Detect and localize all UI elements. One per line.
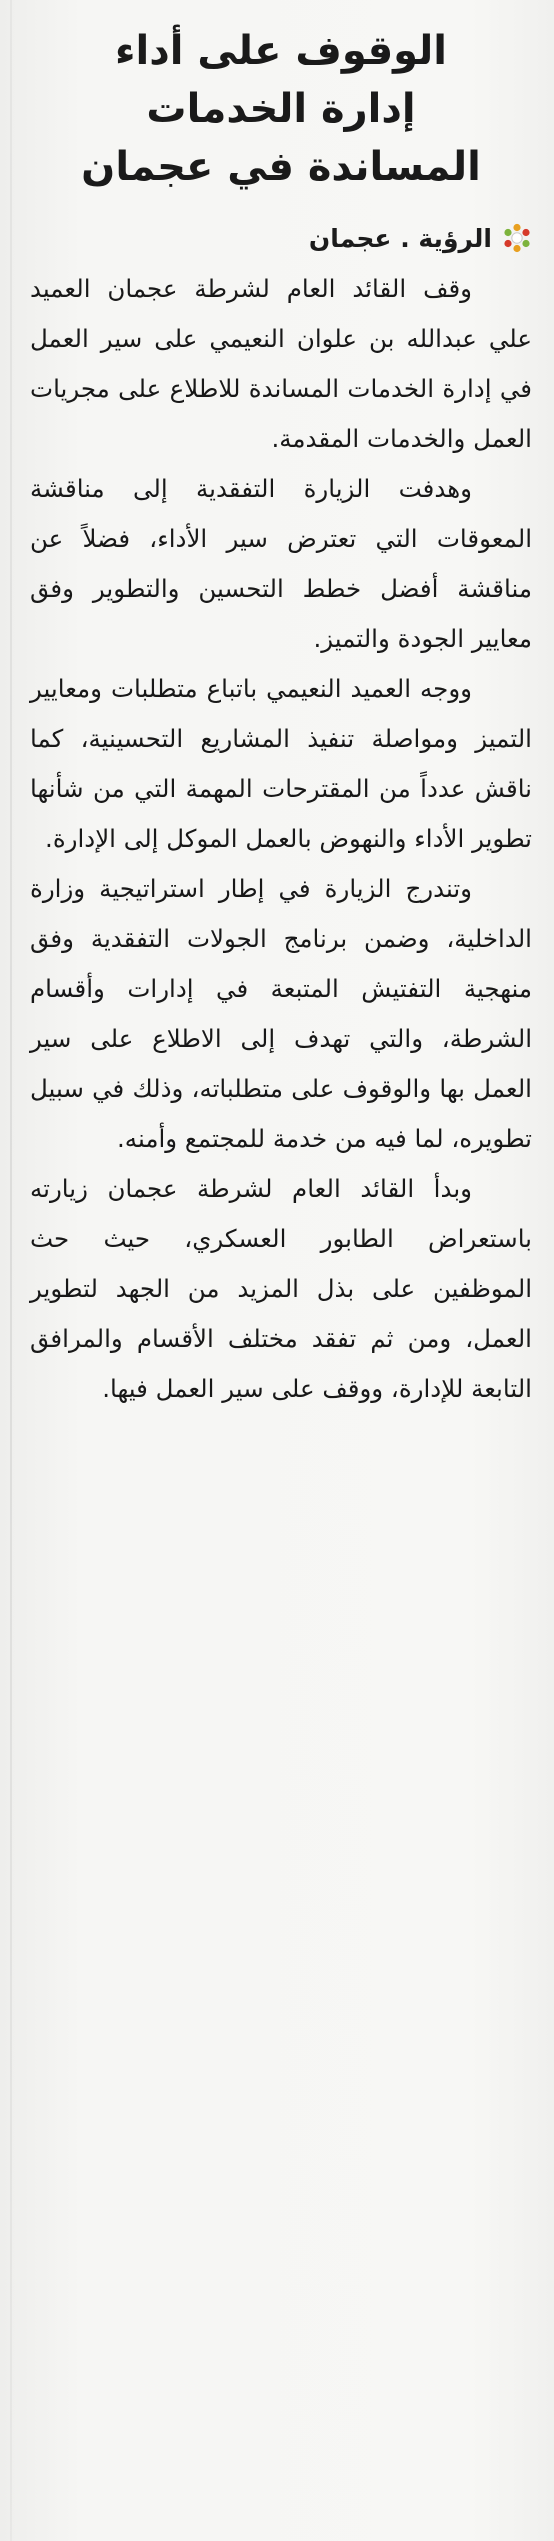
byline-text: الرؤية . عجمان <box>308 223 492 253</box>
sunflower-logo-icon <box>502 223 532 253</box>
article-paragraph-1: وقف القائد العام لشرطة عجمان العميد علي عبدالله بن علوان النعيمي على سير العمل في إدارة الخدمات المساندة للاطلاع على مجريات العمل والخدمات المقدمة. <box>30 274 532 453</box>
headline-line-3: المساندة في عجمان <box>81 144 481 190</box>
headline-line-1: الوقوف على أداء <box>115 28 447 74</box>
article-paragraph-5: وبدأ القائد العام لشرطة عجمان زيارته باستعراض الطابور العسكري، حيث حث الموظفين على بذل المزيد من الجهد لتطوير العمل، ومن ثم تفقد مختلف الأقسام والمرافق التابعة للإدارة، ووقف على سير العمل فيها. <box>30 1174 532 1403</box>
paper-fold-line <box>10 0 12 2541</box>
byline <box>30 218 532 258</box>
article-paragraph-3: ووجه العميد النعيمي باتباع متطلبات ومعايير التميز ومواصلة تنفيذ المشاريع التحسينية، كما ناقش عدداً من المقترحات المهمة التي من شأنها تطوير الأداء والنهوض بالعمل الموكل إلى الإدارة. <box>30 674 532 853</box>
article-paragraph-2: وهدفت الزيارة التفقدية إلى مناقشة المعوقات التي تعترض سير الأداء، فضلاً عن مناقشة أفضل خطط التحسين والتطوير وفق معايير الجودة والتميز. <box>30 474 532 653</box>
article-paragraph-4: وتندرج الزيارة في إطار استراتيجية وزارة الداخلية، وضمن برنامج الجولات التفقدية وفق منهجية التفتيش المتبعة في إدارات وأقسام الشرطة، والتي تهدف إلى الاطلاع على سير العمل بها والوقوف على متطلباته، وذلك في سبيل تطويره، لما فيه من خدمة للمجتمع وأمنه. <box>30 874 532 1153</box>
article-body <box>30 264 532 1414</box>
article-headline <box>30 22 532 196</box>
headline-line-2: إدارة الخدمات <box>146 86 416 132</box>
